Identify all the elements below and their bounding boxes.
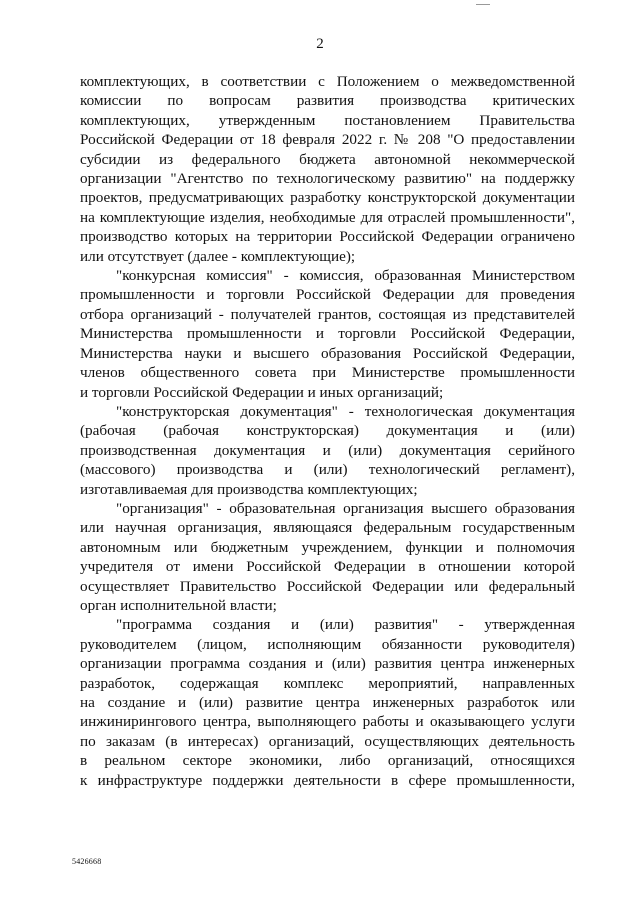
text-line: производственная документация и (или) документация серийного (80, 441, 575, 459)
text-line: комплектующих, в соответствии с Положением о межведомственной (80, 73, 575, 90)
text-line: изготавливаемая для производства комплектующих; (80, 480, 418, 498)
text-line: "конкурсная комиссия" - комиссия, образованная Министерством (116, 267, 575, 285)
text-line: организации "Агентство по технологическому развитию" на поддержку (80, 170, 575, 188)
text-line: комплектующих, утвержденным постановлением Правительства (80, 111, 575, 129)
text-line: на комплектующие изделия, необходимые для отраслей промышленности", (80, 208, 575, 226)
text-line: Министерства науки и высшего образования Российской Федерации, (80, 344, 575, 362)
corner-mark (476, 0, 490, 5)
document-body (80, 72, 575, 790)
text-line: инжинирингового центра, выполняющего работы и оказывающего услуги (80, 713, 575, 731)
page-number: 2 (316, 36, 324, 52)
text-line: Министерства промышленности и торговли Российской Федерации, (80, 325, 575, 343)
text-line: Российской Федерации от 18 февраля 2022 г. № 208 "О предоставлении (80, 131, 575, 149)
text-line: (массового) производства и (или) технологический регламент), (80, 461, 575, 479)
text-line: или научная организация, являющаяся федеральным государственным (80, 519, 575, 537)
text-line: отбора организаций - получателей грантов, состоящая из представителей (80, 305, 575, 323)
text-line: руководителем (лицом, исполняющим обязанности руководителя) (80, 635, 575, 653)
text-line: членов общественного совета при Министерстве промышленности (80, 364, 575, 382)
text-line: или отсутствует (далее - комплектующие); (80, 247, 356, 265)
text-line: на создание и (или) развитие центра инженерных разработок или (80, 694, 575, 711)
text-line: (рабочая (рабочая конструкторская) документация и (или) (80, 422, 575, 440)
text-line: осуществляет Правительство Российской Федерации или федеральный (80, 577, 575, 595)
text-line: и торговли Российской Федерации и иных организаций; (80, 383, 444, 401)
text-line: организации программа создания и (или) развития центра инженерных (80, 655, 575, 673)
text-line: промышленности и торговли Российской Федерации для проведения (80, 286, 575, 304)
text-line: "организация" - образовательная организация высшего образования (116, 499, 575, 517)
text-line: проектов, предусматривающих разработку конструкторской документации (80, 189, 575, 207)
text-line: разработок, содержащая комплекс мероприятий, направленных (80, 674, 575, 692)
text-line: автономным или бюджетным учреждением, функции и полномочия (80, 538, 575, 556)
text-line: учредителя от имени Российской Федерации в отношении которой (80, 558, 575, 576)
text-line: комиссии по вопросам развития производства критических (80, 92, 575, 110)
document-code: 5426668 (72, 857, 102, 866)
text-line: "программа создания и (или) развития" - утвержденная (116, 616, 575, 634)
text-line: "конструкторская документация" - технологическая документация (116, 402, 575, 420)
text-line: в реальном секторе экономики, либо организаций, относящихся (80, 752, 575, 770)
text-line: по заказам (в интересах) организаций, осуществляющих деятельность (80, 732, 575, 750)
text-line: к инфраструктуре поддержки деятельности в сфере промышленности, (80, 771, 575, 789)
text-line: производство которых на территории Российской Федерации ограничено (80, 228, 575, 246)
text-line: субсидии из федерального бюджета автономной некоммерческой (80, 150, 575, 168)
text-line: орган исполнительной власти; (80, 596, 277, 614)
